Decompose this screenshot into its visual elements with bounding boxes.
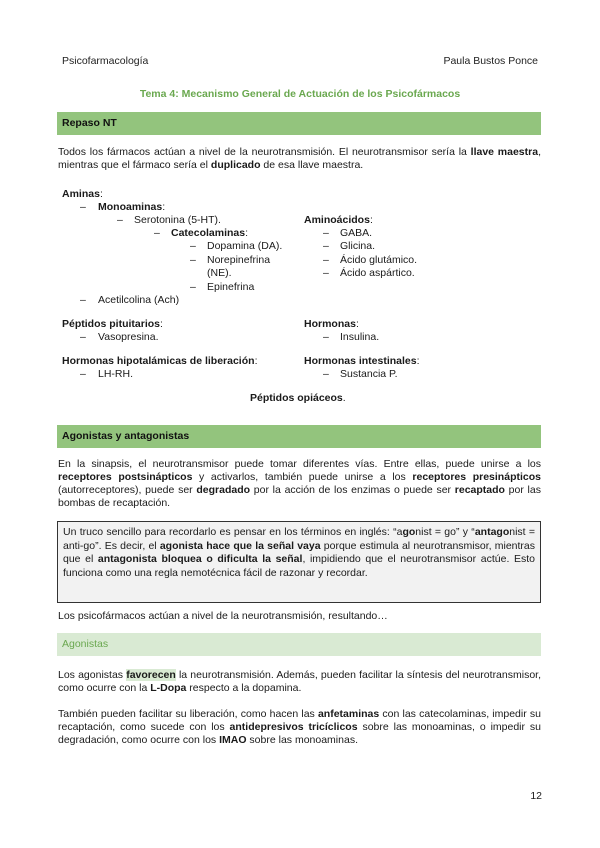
section-agonistas: Agonistas [57,633,541,656]
psicofarmacos-sentence: Los psicofármacos actúan a nivel de la neurotransmisión, resultando… [58,610,388,622]
aminoacidos-label: Aminoácidos: [304,214,373,226]
list-dash: – [323,227,329,239]
serotonina-item: Serotonina (5-HT). [134,214,221,226]
insulina-item: Insulina. [340,331,380,343]
norepinefrina-item: Norepinefrina [207,254,271,266]
list-dash: – [323,267,329,279]
peptidos-opiaceos: Péptidos opiáceos. [250,392,346,404]
intro-paragraph: Todos los fármacos actúan a nivel de la neurotransmisión. El neurotransmisor sería la llave maestra, mientras que el fármaco sería el duplicado de esa llave maestra. [58,146,541,171]
aminoacido-item: Ácido aspártico. [340,267,415,279]
hormonas-hipotalamicas-label: Hormonas hipotalámicas de liberación: [62,355,258,367]
monoaminas-label: Monoaminas: [98,201,166,213]
norepinefrina-abbr: (NE). [207,267,232,279]
list-dash: – [323,240,329,252]
section-repaso-nt: Repaso NT [57,112,541,135]
list-dash: – [80,201,86,213]
header-author: Paula Bustos Ponce [443,55,538,67]
list-dash: – [80,294,86,306]
agonistas-paragraph-1: Los agonistas favorecen la neurotransmisión. Además, pueden facilitar la síntesis del neurotransmisor, como ocurre con la L-Dopa respecto a la dopamina. [58,669,541,694]
list-dash: – [323,254,329,266]
list-dash: – [190,281,196,293]
aminoacido-item: Glicina. [340,240,376,252]
aminoacido-item: Ácido glutámico. [340,254,418,266]
sinapsis-paragraph: En la sinapsis, el neurotransmisor puede tomar diferentes vías. Entre ellas, puede unirse a los receptores postsinápticos y activarlos, también puede unirse a los receptores presinápticos (autorreceptores), puede ser degradado por la acción de los enzimas o puede ser recaptado por las bombas de recaptación. [58,458,541,509]
vasopresina-item: Vasopresina. [98,331,159,343]
list-dash: – [117,214,123,226]
acetilcolina-item: Acetilcolina (Ach) [98,294,180,306]
page-title: Tema 4: Mecanismo General de Actuación de los Psicofármacos [139,88,461,100]
peptidos-pituitarios-label: Péptidos pituitarios: [62,318,163,330]
aminas-label: Aminas: [62,188,103,200]
epinefrina-item: Epinefrina [207,281,255,293]
mnemonic-box: Un truco sencillo para recordarlo es pensar en los términos en inglés: “agonist = go” y “antagonist = anti-go”. Es decir, el agonista hace que la señal vaya porque estimula al neurotransmisor, mientras que el antagonista bloquea o dificulta la señal, impidiendo que el neurotransmisor actúe. Esto funciona como una regla nemotécnica fácil de razonar y recordar. [57,521,541,603]
hormonas-label: Hormonas: [304,318,359,330]
header-course: Psicofarmacología [62,55,149,67]
catecolaminas-label: Catecolaminas: [171,227,249,239]
sustancia-p-item: Sustancia P. [340,368,398,380]
list-dash: – [80,368,86,380]
hormonas-intestinales-label: Hormonas intestinales: [304,355,420,367]
aminoacido-item: GABA. [340,227,373,239]
list-dash: – [190,254,196,266]
list-dash: – [323,368,329,380]
dopamina-item: Dopamina (DA). [207,240,283,252]
page-number: 12 [530,790,542,802]
list-dash: – [154,227,160,239]
agonistas-paragraph-2: También pueden facilitar su liberación, como hacen las anfetaminas con las catecolaminas, impedir su recaptación, como sucede con los antidepresivos tricíclicos sobre las monoaminas, o impedir su degradación, como ocurre con los IMAO sobre las monoaminas. [58,708,541,746]
section-agonistas-antagonistas: Agonistas y antagonistas [57,425,541,448]
list-dash: – [323,331,329,343]
list-dash: – [80,331,86,343]
lhrh-item: LH-RH. [98,368,134,380]
list-dash: – [190,240,196,252]
